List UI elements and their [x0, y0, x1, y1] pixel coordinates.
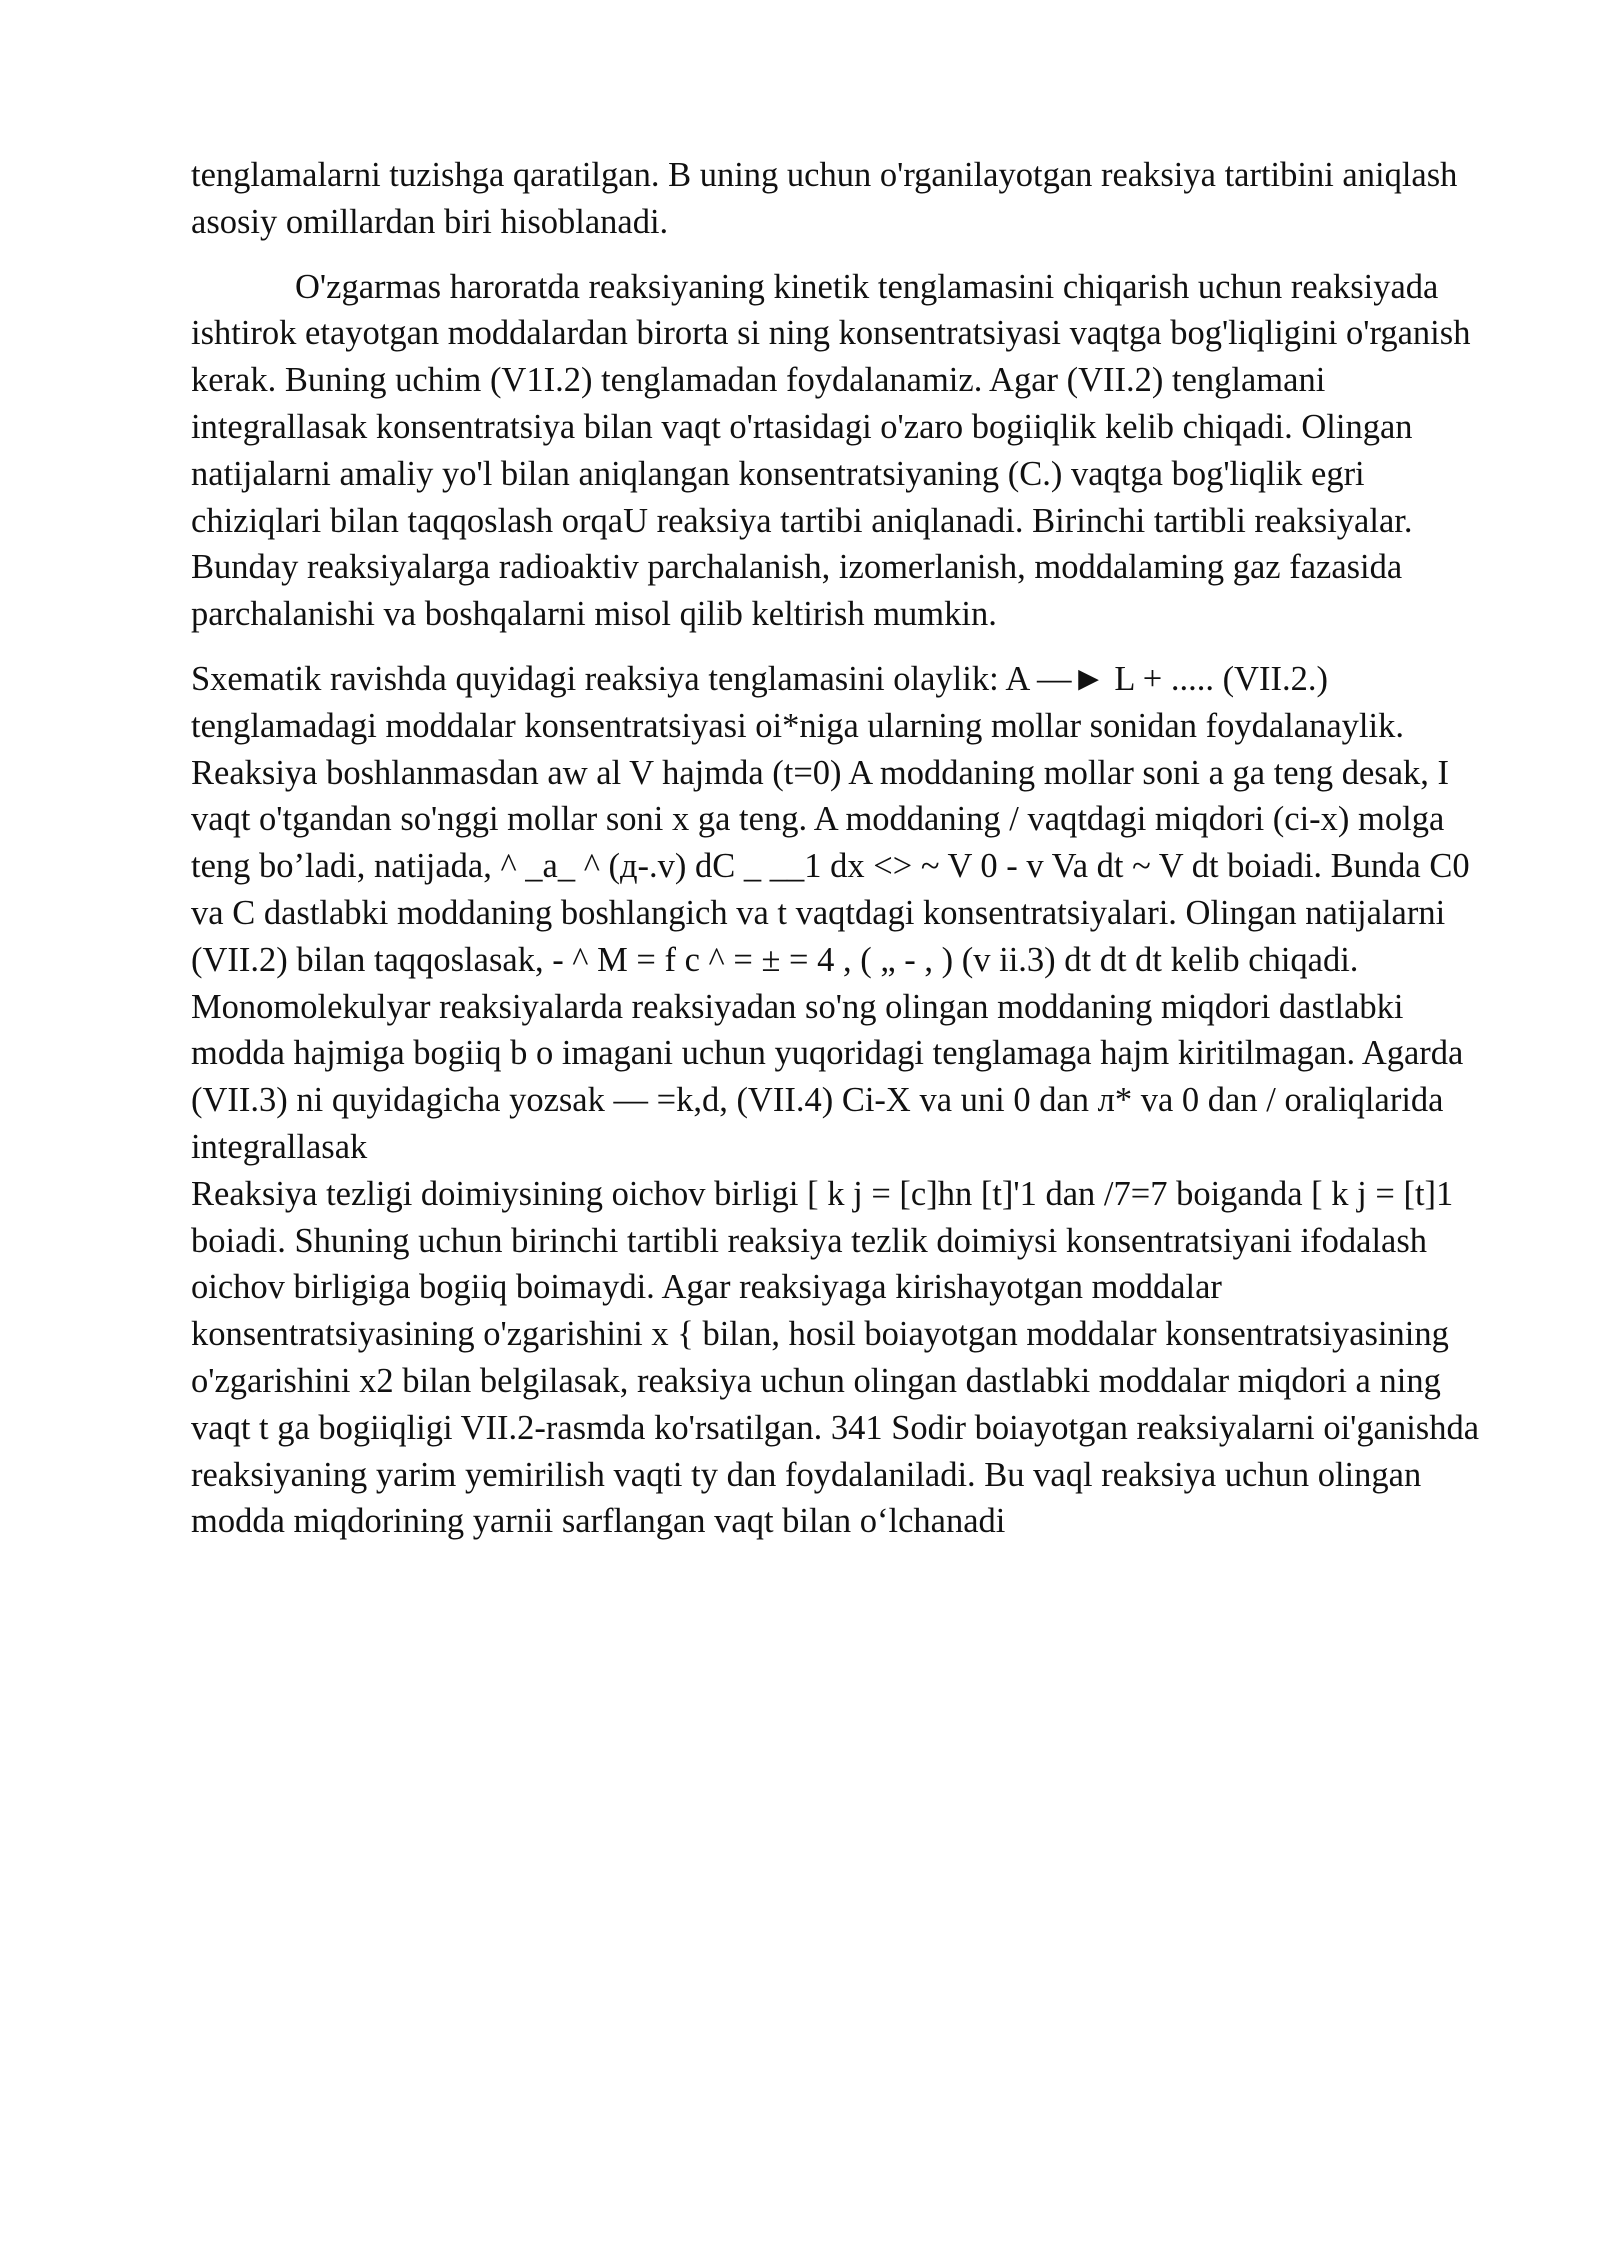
paragraph-schematic-reaction: Sxematik ravishda quyidagi reaksiya tenglamasini olaylik: A —► L + ..... (VII.2.) tenglamadagi moddalar konsentratsiyasi oi*niga ularning mollar sonidan foydalanaylik. Reaksiya boshlanmasdan aw al V hajmda (t=0) A moddaning mollar soni a ga teng desak, I vaqt o'tgandan so'nggi mollar soni x ga teng. A moddaning / vaqtdagi miqdori (ci-x) molga teng bo’ladi, natijada, ^ _a_ ^ (д-.v) dC _ __1 dx <> ~ V 0 - v Va dt ~ V dt boiadi. Bunda C0 va C dastlabki moddaning boshlangich va t vaqtdagi konsentratsiyalari. Olingan natijalarni (VII.2) bilan taqqoslasak, - ^ M = f c ^ = ± = 4 , ( „ - , ) (v ii.3) dt dt dt kelib chiqadi. Monomolekulyar reaksiyalarda reaksiyadan so'ng olingan moddaning miqdori dastlabki modda hajmiga bogiiq b o imagani uchun yuqoridagi tenglamaga hajm kiritilmagan. Agarda (VII.3) ni quyidagicha yozsak — =k,d, (VII.4) Ci-X va uni 0 dan л* va 0 dan / oraliqlarida integrallasak	[191, 659, 1470, 1166]
paragraph-intro: tenglamalarni tuzishga qaratilgan. B uning uchun o'rganilayotgan reaksiya tartibini aniqlash asosiy omillardan biri hisoblanadi.	[191, 156, 1458, 241]
document-body	[191, 152, 1491, 1545]
paragraph-kinetic-equation: O'zgarmas haroratda reaksiyaning kinetik tenglamasini chiqarish uchun reaksiyada ishtirok etayotgan moddalardan birorta si ning konsentratsiyasi vaqtga bog'liqligini o'rganish kerak. Buning uchim (V1I.2) tenglamadan foydalanamiz. Agar (VII.2) tenglamani integrallasak konsentratsiya bilan vaqt o'rtasidagi o'zaro bogiiqlik kelib chiqadi. Olingan natijalarni amaliy yo'l bilan aniqlangan konsentratsiyaning (C.) vaqtga bog'liqlik egri chiziqlari bilan taqqoslash orqaU reaksiya tartibi aniqlanadi. Birinchi tartibli reaksiyalar. Bunday reaksiyalarga radioaktiv parchalanish, izomerlanish, moddalaming gaz fazasida parchalanishi va boshqalarni misol qilib keltirish mumkin.	[191, 267, 1471, 634]
paragraph-rate-constant: Reaksiya tezligi doimiysining oichov birligi [ k j = [c]hn [t]'1 dan /7=7 boiganda [ k j = [t]1 boiadi. Shuning uchun birinchi tartibli reaksiya tezlik doimiysi konsentratsiyani ifodalash oichov birligiga bogiiq boimaydi. Agar reaksiyaga kirishayotgan moddalar konsentratsiyasining o'zgarishini x { bilan, hosil boiayotgan moddalar konsentratsiyasining o'zgarishini x2 bilan belgilasak, reaksiya uchun olingan dastlabki moddalar miqdori a ning vaqt t ga bogiiqligi VII.2-rasmda ko'rsatilgan. 341 Sodir boiayotgan reaksiyalarni oi'ganishda reaksiyaning yarim yemirilish vaqti ty dan foydalaniladi. Bu vaql reaksiya uchun olingan modda miqdorining yarnii sarflangan vaqt bilan o‘lchanadi	[191, 1174, 1480, 1541]
